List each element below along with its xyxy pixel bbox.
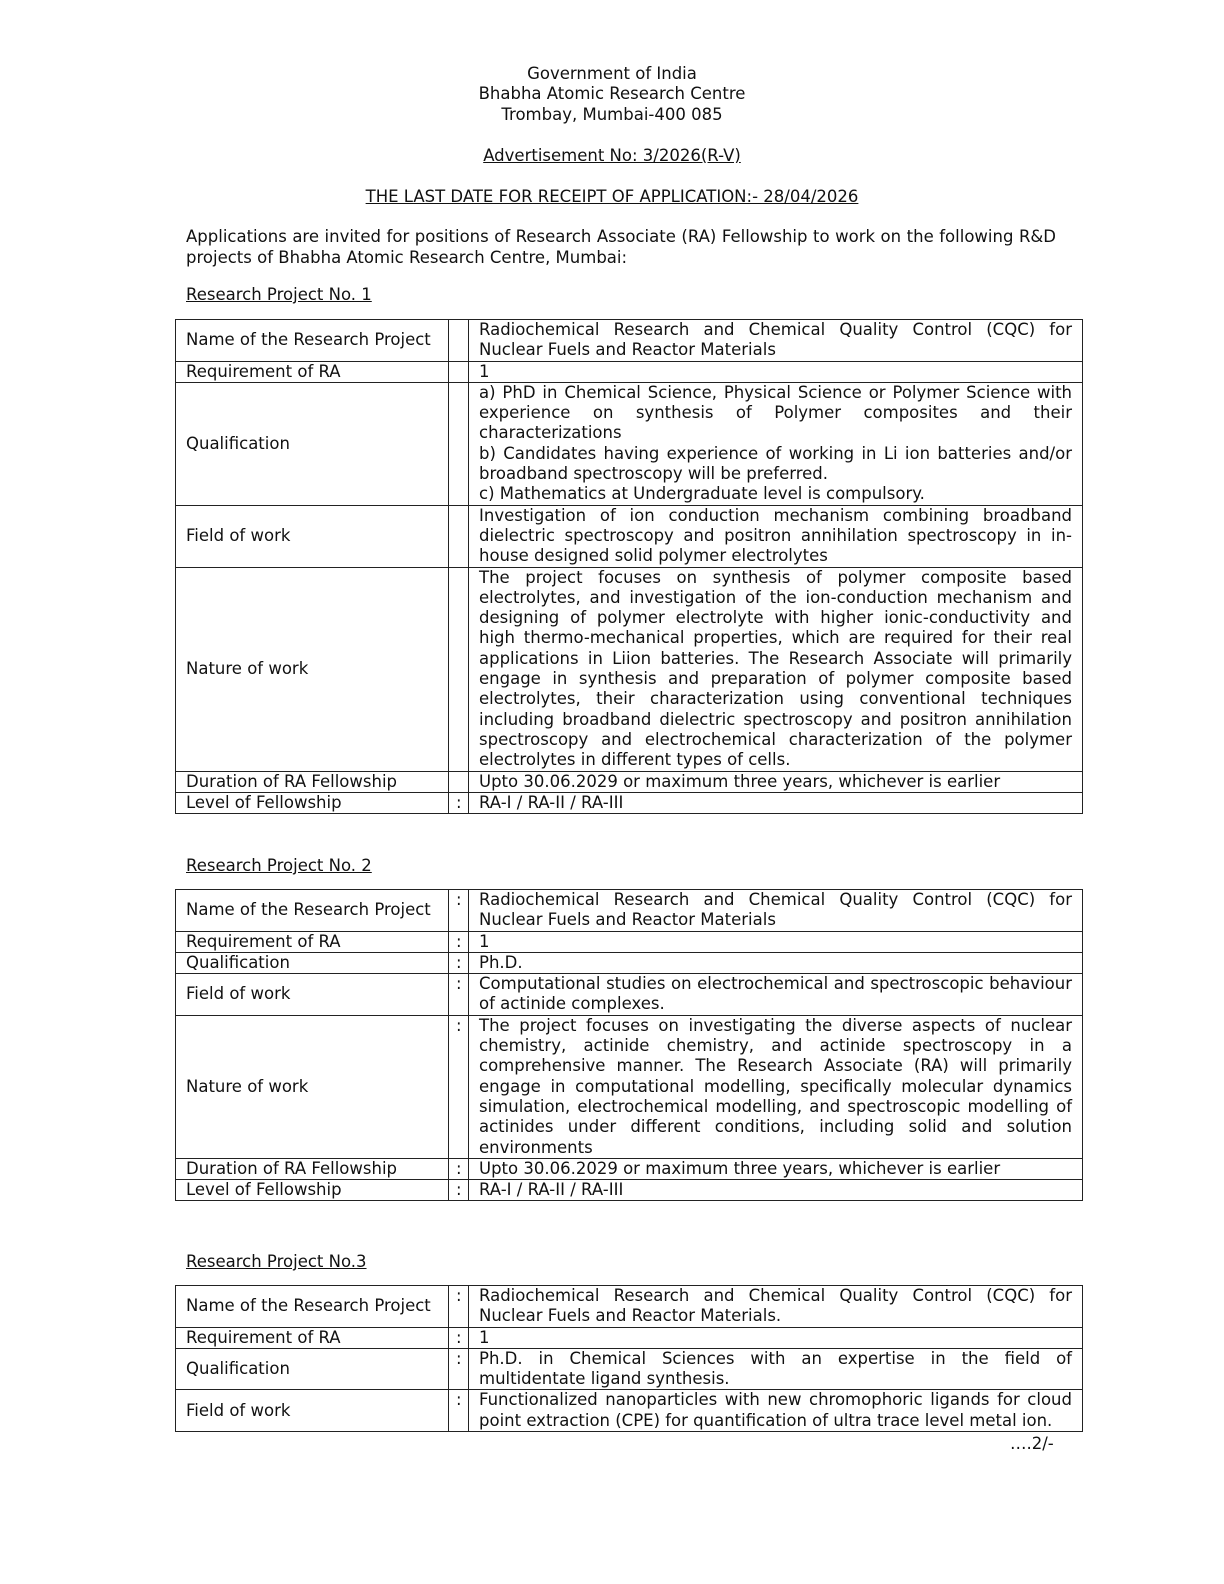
project-2-table: [175, 889, 1083, 1201]
table-row: [176, 1390, 1083, 1432]
row-value: Radiochemical Research and Chemical Quality Control (CQC) for Nuclear Fuels and Reactor Materials: [469, 890, 1083, 932]
row-colon: :: [449, 1348, 469, 1390]
row-label: Requirement of RA: [176, 931, 449, 952]
row-label: Nature of work: [176, 567, 449, 771]
qualification-line: c) Mathematics at Undergraduate level is compulsory.: [479, 484, 925, 504]
header-organization: Bhabha Atomic Research Centre: [478, 84, 746, 103]
table-row: [176, 771, 1083, 792]
row-value: RA-I / RA-II / RA-III: [469, 792, 1083, 813]
table-row: [176, 382, 1083, 505]
row-value: Functionalized nanoparticles with new chromophoric ligands for cloud point extraction (CPE) for quantification of ultra trace level metal ion.: [469, 1390, 1083, 1432]
row-colon: :: [449, 1286, 469, 1328]
project-2-title: Research Project No. 2: [186, 856, 372, 875]
row-colon: [449, 382, 469, 505]
row-value: RA-I / RA-II / RA-III: [469, 1180, 1083, 1201]
row-colon: [449, 361, 469, 382]
row-label: Duration of RA Fellowship: [176, 771, 449, 792]
row-value: [469, 382, 1083, 505]
row-value: 1: [469, 931, 1083, 952]
row-colon: :: [449, 890, 469, 932]
project-3-title: Research Project No.3: [186, 1252, 367, 1271]
row-colon: [449, 771, 469, 792]
row-value: The project focuses on synthesis of polymer composite based electrolytes, and investigation of the ion-conduction mechanism and designing of polymer electrolyte with higher ionic-conductivity and high thermo-mechanical properties, which are required for their real applications in Liion batteries. The Research Associate will primarily engage in synthesis and preparation of polymer composite based electrolytes, their characterization using conventional techniques including broadband dielectric spectroscopy and positron annihilation spectroscopy and electrochemical characterization of the polymer electrolytes in different types of cells.: [469, 567, 1083, 771]
qualification-line: a) PhD in Chemical Science, Physical Science or Polymer Science with experience on synthesis of Polymer composites and their characterizations: [479, 382, 1072, 443]
row-value: Upto 30.06.2029 or maximum three years, whichever is earlier: [469, 771, 1083, 792]
table-row: [176, 320, 1083, 362]
project-1-table: [175, 319, 1083, 814]
row-value: Investigation of ion conduction mechanism combining broadband dielectric spectroscopy and positron annihilation spectroscopy in in-house designed solid polymer electrolytes: [469, 505, 1083, 567]
row-label: Nature of work: [176, 1015, 449, 1158]
row-value: Upto 30.06.2029 or maximum three years, whichever is earlier: [469, 1158, 1083, 1179]
row-value: Radiochemical Research and Chemical Quality Control (CQC) for Nuclear Fuels and Reactor Materials.: [469, 1286, 1083, 1328]
table-row: [176, 1348, 1083, 1390]
row-colon: [449, 505, 469, 567]
row-label: Field of work: [176, 974, 449, 1016]
row-label: Qualification: [176, 1348, 449, 1390]
row-colon: [449, 567, 469, 771]
row-colon: [449, 320, 469, 362]
header-government: Government of India: [527, 64, 697, 83]
table-row: [176, 1327, 1083, 1348]
row-label: Name of the Research Project: [176, 1286, 449, 1328]
row-label: Requirement of RA: [176, 1327, 449, 1348]
row-colon: :: [449, 1158, 469, 1179]
qualification-line: b) Candidates having experience of working in Li ion batteries and/or broadband spectroscopy will be preferred.: [479, 443, 1072, 484]
row-label: Field of work: [176, 1390, 449, 1432]
table-row: [176, 792, 1083, 813]
row-colon: :: [449, 1180, 469, 1201]
table-row: [176, 361, 1083, 382]
table-row: [176, 952, 1083, 973]
row-label: Qualification: [176, 952, 449, 973]
row-value: Radiochemical Research and Chemical Quality Control (CQC) for Nuclear Fuels and Reactor Materials: [469, 320, 1083, 362]
row-colon: :: [449, 1327, 469, 1348]
row-colon: :: [449, 1390, 469, 1432]
table-row: [176, 931, 1083, 952]
row-label: Level of Fellowship: [176, 1180, 449, 1201]
table-row: [176, 1286, 1083, 1328]
table-row: [176, 505, 1083, 567]
table-row: [176, 974, 1083, 1016]
table-row: [176, 890, 1083, 932]
row-label: Duration of RA Fellowship: [176, 1158, 449, 1179]
row-value: 1: [469, 1327, 1083, 1348]
row-value: 1: [469, 361, 1083, 382]
page-number: ….2/-: [1010, 1434, 1054, 1453]
row-colon: :: [449, 1015, 469, 1158]
row-colon: :: [449, 792, 469, 813]
row-colon: :: [449, 952, 469, 973]
row-label: Qualification: [176, 382, 449, 505]
project-1-title: Research Project No. 1: [186, 285, 372, 304]
row-value: Ph.D.: [469, 952, 1083, 973]
header-address: Trombay, Mumbai-400 085: [501, 105, 723, 124]
row-label: Name of the Research Project: [176, 320, 449, 362]
advertisement-number: Advertisement No: 3/2026(R-V): [483, 146, 741, 165]
row-label: Name of the Research Project: [176, 890, 449, 932]
table-row: [176, 1158, 1083, 1179]
project-3-table: [175, 1285, 1083, 1432]
row-value: Computational studies on electrochemical and spectroscopic behaviour of actinide complexes.: [469, 974, 1083, 1016]
row-label: Field of work: [176, 505, 449, 567]
table-row: [176, 1180, 1083, 1201]
last-date-notice: THE LAST DATE FOR RECEIPT OF APPLICATION:- 28/04/2026: [365, 187, 859, 206]
table-row: [176, 567, 1083, 771]
row-colon: :: [449, 974, 469, 1016]
row-value: The project focuses on investigating the diverse aspects of nuclear chemistry, actinide chemistry, and actinide spectroscopy in a comprehensive manner. The Research Associate (RA) will primarily engage in computational modelling, specifically molecular dynamics simulation, electrochemical modelling, and spectroscopic modelling of actinides under different conditions, including solid and solution environments: [469, 1015, 1083, 1158]
table-row: [176, 1015, 1083, 1158]
row-label: Level of Fellowship: [176, 792, 449, 813]
row-label: Requirement of RA: [176, 361, 449, 382]
row-value: Ph.D. in Chemical Sciences with an expertise in the field of multidentate ligand synthesis.: [469, 1348, 1083, 1390]
intro-paragraph: Applications are invited for positions of Research Associate (RA) Fellowship to work on the following R&D projects of Bhabha Atomic Research Centre, Mumbai:: [186, 227, 1056, 267]
row-colon: :: [449, 931, 469, 952]
